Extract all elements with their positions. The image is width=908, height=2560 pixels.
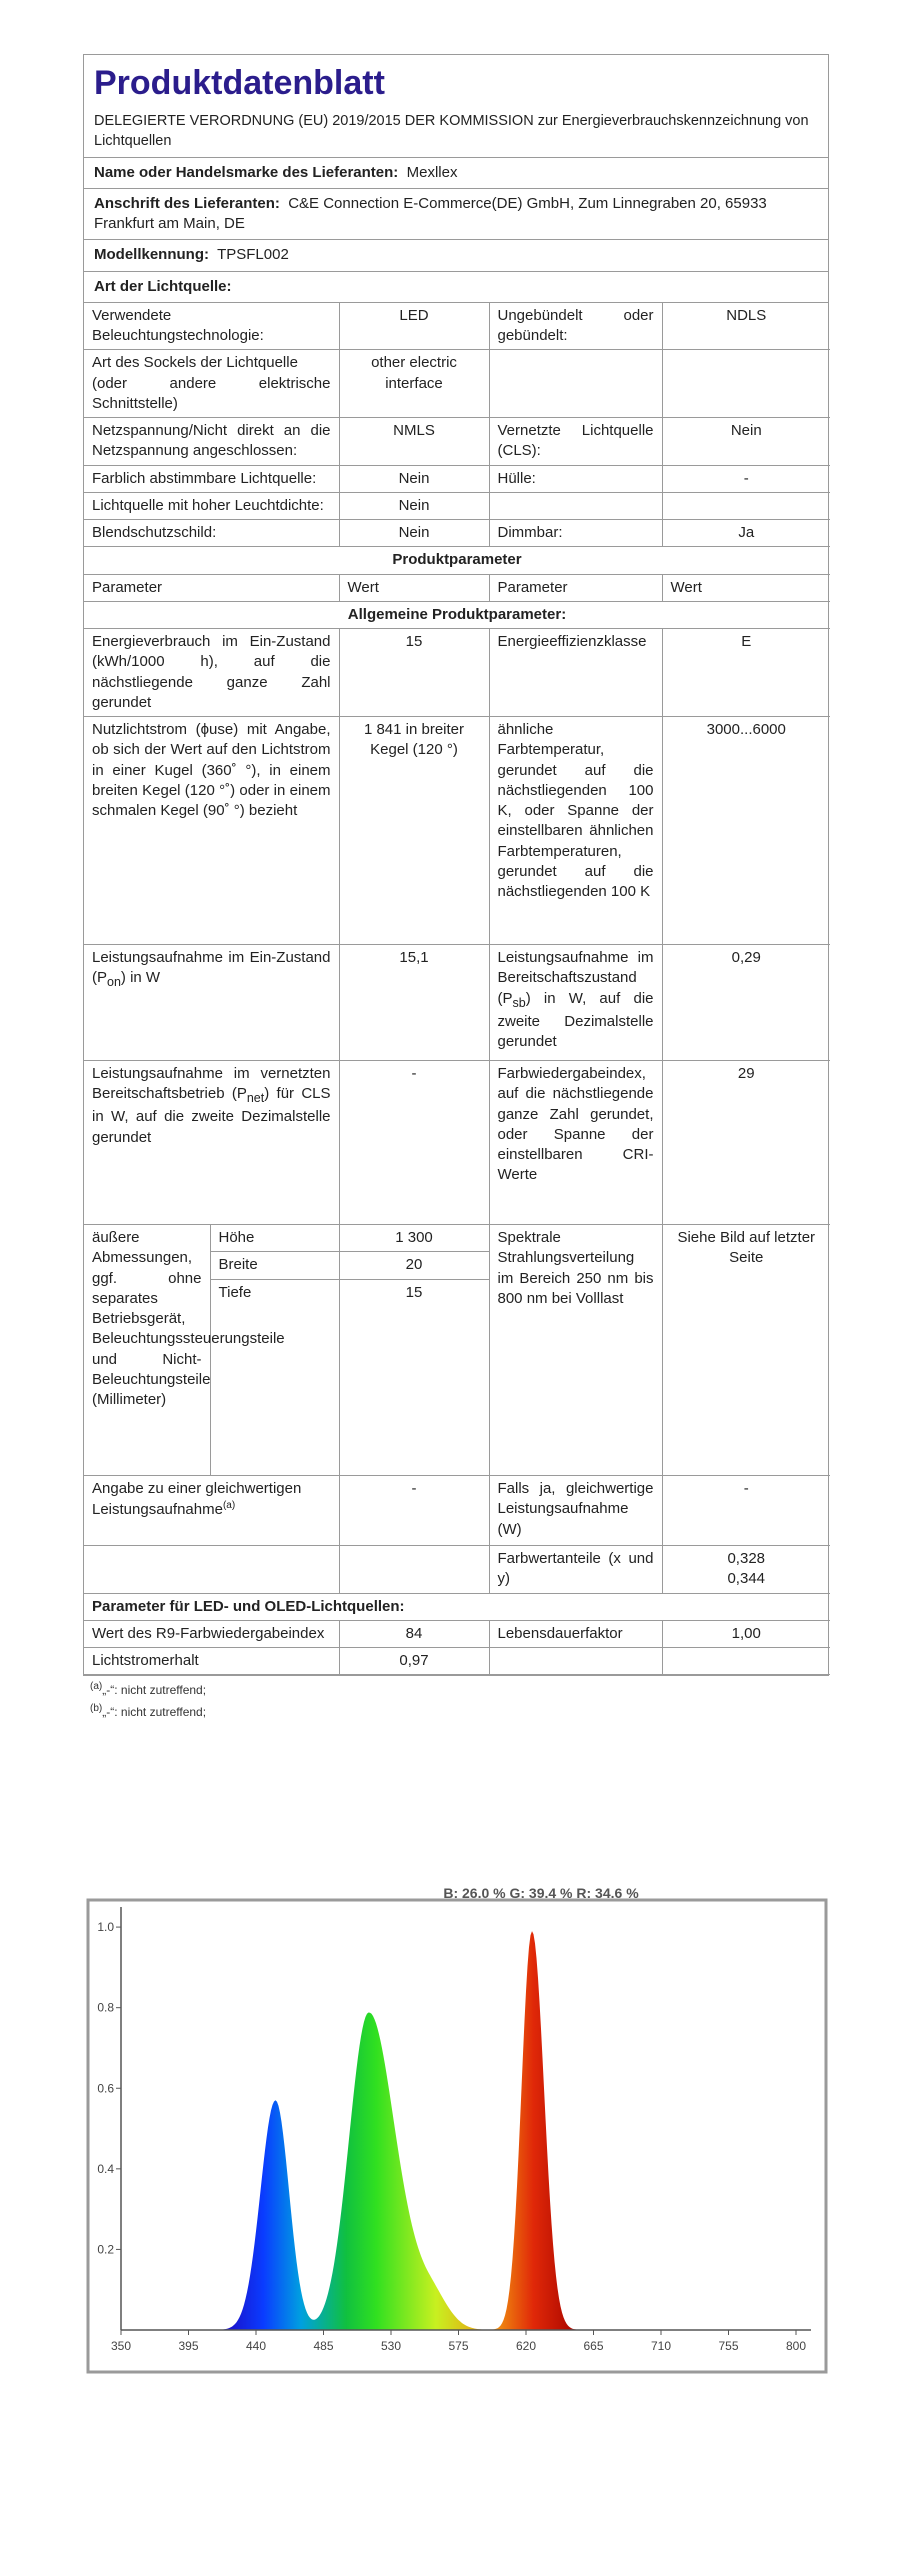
lumen-maintenance-value: 0,97: [339, 1648, 489, 1675]
product-parameters-heading: Produktparameter: [84, 547, 830, 574]
tunable-value: Nein: [339, 465, 489, 492]
supplier-value: Mexllex: [406, 163, 458, 181]
x-tick-label: 530: [380, 2339, 402, 2353]
envelope-value: -: [662, 465, 830, 492]
socket-label: [84, 350, 339, 418]
anti-glare-value: Nein: [339, 520, 489, 547]
x-tick-label: 485: [313, 2339, 334, 2353]
address-value: C&E Connection E-Commerce(DE) GmbH, Zum Linnegraben 20, 65933 Frankfurt am Main, DE: [94, 194, 767, 233]
networked-standby-value: -: [339, 1061, 489, 1225]
table-row: [84, 629, 830, 717]
table-row: [84, 945, 830, 1061]
y-tick-label: 1.0: [97, 1920, 114, 1935]
table-row: [84, 1648, 830, 1675]
lumen-maintenance-label: Lichtstromerhalt: [84, 1648, 339, 1675]
supplier-label: Name oder Handelsmarke des Lieferanten:: [94, 163, 399, 181]
standby-power-label: Leistungsaufnahme im Bereitschaftszustand $(P_{sb})$ in W, auf die zweite Dezimalstelle gerundet: [489, 945, 662, 1061]
x-tick-label: 350: [110, 2339, 132, 2353]
empty-cell: [84, 1546, 339, 1594]
empty-cell: [489, 492, 662, 519]
general-parameters-heading: Allgemeine Produktparameter:: [84, 601, 830, 628]
dim-depth-label: Tiefe: [218, 1283, 252, 1301]
x-tick-label: 575: [448, 2339, 469, 2353]
cct-label: ähnliche Farbtemperatur, gerundet auf die nächstliegenden 100 K, oder Spanne der einstellbaren ähnlichen Farbtemperaturen, gerundet auf die nächstliegenden 100 K: [489, 717, 662, 945]
spectral-value: Siehe Bild auf letzter Seite: [662, 1225, 830, 1476]
dim-width-value: 20: [340, 1252, 489, 1279]
directional-value: NDLS: [662, 303, 830, 350]
dimensions-values: [339, 1225, 489, 1476]
dimmable-label: Dimmbar:: [489, 520, 662, 547]
efficiency-class-label: Energieeffizienzklasse: [489, 629, 662, 717]
supplier-row: [84, 158, 828, 189]
equivalent-power-w-value: -: [662, 1476, 830, 1546]
table-row: [84, 574, 830, 601]
empty-cell: [489, 350, 662, 418]
tunable-label: Farblich abstimmbare Lichtquelle:: [84, 465, 339, 492]
table-row: [84, 1476, 830, 1546]
dimensions-label: äußere Abmessungen, ggf. ohne separates Betriebsgerät, Beleuchtungssteuerungsteile und Nicht-Beleuchtungsteile (Millimeter): [84, 1225, 210, 1475]
energy-consumption-label: Energieverbrauch im Ein-Zustand (kWh/1000 h), auf die nächstliegende ganze Zahl gerundet: [84, 629, 339, 717]
footnote-b: $^{(b)}$„-“: nicht zutreffend;: [90, 1703, 207, 1719]
empty-cell: [662, 350, 830, 418]
cct-value: 3000...6000: [662, 717, 830, 945]
anti-glare-label: Blendschutzschild:: [84, 520, 339, 547]
address-label: Anschrift des Lieferanten:: [94, 194, 280, 212]
envelope-label: Hülle:: [489, 465, 662, 492]
x-tick-label: 710: [650, 2339, 672, 2353]
spectral-distribution-chart: [86, 1885, 828, 2375]
dimensions-sublabels: [210, 1225, 339, 1475]
on-mode-power-label: Leistungsaufnahme im Ein-Zustand $(P_{on})$ in W: [84, 945, 339, 1061]
empty-cell: [489, 1648, 662, 1675]
led-parameters-heading: Parameter für LED- und OLED-Lichtquellen:: [84, 1593, 830, 1620]
table-row: [84, 1593, 830, 1620]
column-header-value: Wert: [339, 574, 489, 601]
regulation-subtitle: DELEGIERTE VERORDNUNG (EU) 2019/2015 DER KOMMISSION zur Energieverbrauchskennzeichnung von Lichtquellen: [94, 113, 809, 150]
tech-label: Verwendete Beleuchtungstechnologie:: [84, 303, 339, 350]
dim-depth-value: 15: [340, 1279, 489, 1306]
cri-value: 29: [662, 1061, 830, 1225]
on-mode-power-value: 15,1: [339, 945, 489, 1061]
table-row: [84, 303, 830, 350]
socket-value: other electric interface: [339, 350, 489, 418]
chromaticity-value: [662, 1546, 830, 1594]
empty-cell: [339, 1546, 489, 1594]
cri-label: Farbwiedergabeindex, auf die nächstliegende ganze Zahl gerundet, oder Spanne der einstellbaren CRI-Werte: [489, 1061, 662, 1225]
column-header-param: Parameter: [84, 574, 339, 601]
directional-label: Ungebündelt oder gebündelt:: [489, 303, 662, 350]
equivalent-power-w-label: Falls ja, gleichwertige Leistungsaufnahme (W): [489, 1476, 662, 1546]
mains-label: Netzspannung/Nicht direkt an die Netzspannung angeschlossen:: [84, 418, 339, 466]
luminous-flux-value: 1 841 in breiter Kegel (120 °): [339, 717, 489, 945]
address-row: [84, 189, 828, 241]
chart-frame: [88, 1900, 826, 2372]
empty-cell: [662, 492, 830, 519]
x-tick-label: 800: [785, 2339, 807, 2353]
r9-value: 84: [339, 1620, 489, 1647]
standby-power-value: 0,29: [662, 945, 830, 1061]
table-row: [84, 547, 830, 574]
table-row: [84, 1061, 830, 1225]
light-type-row: [84, 272, 828, 303]
model-value: TPSFL002: [217, 246, 289, 264]
networked-standby-label: Leistungsaufnahme im vernetzten Bereitschaftsbetrieb $(P_{net})$ für CLS in W, auf die zweite Dezimalstelle gerundet: [84, 1061, 339, 1225]
table-row: [84, 418, 830, 466]
light-type-label: Art der Lichtquelle:: [94, 277, 232, 295]
footnote-a: $^{(a)}$„-“: nicht zutreffend;: [90, 1681, 207, 1697]
x-tick-label: 665: [583, 2339, 604, 2353]
chromaticity-y: 0,344: [727, 1570, 766, 1588]
equivalent-power-label: Angabe zu einer gleichwertigen Leistungsaufnahme$^{(a)}$: [84, 1476, 339, 1546]
table-row: [84, 601, 830, 628]
dim-height-value: 1 300: [340, 1225, 489, 1252]
equivalent-power-value: -: [339, 1476, 489, 1546]
header-block: [84, 55, 828, 158]
luminous-flux-label: Nutzlichtstrom (ϕuse) mit Angabe, ob sich der Wert auf den Lichtstrom in einer Kugel (360˚ °), in einem breiten Kegel (120 °˚) oder in einem schmalen Kegel (90˚ °) bezieht: [84, 717, 339, 945]
dimensions-cell: [84, 1225, 339, 1476]
socket-label-line1: Art des Sockels der Lichtquelle: [92, 354, 298, 372]
survival-factor-value: 1,00: [662, 1620, 830, 1647]
high-luminance-label: Lichtquelle mit hoher Leuchtdichte:: [84, 492, 339, 519]
x-tick-label: 620: [515, 2339, 537, 2353]
y-tick-label: 0.2: [97, 2242, 114, 2257]
table-row: [84, 350, 830, 418]
high-luminance-value: Nein: [339, 492, 489, 519]
table-row: [84, 492, 830, 519]
x-tick-label: 440: [245, 2339, 267, 2353]
spectral-label: Spektrale Strahlungsverteilung im Bereich 250 nm bis 800 nm bei Volllast: [489, 1225, 662, 1476]
table-row: [84, 1546, 830, 1594]
efficiency-class-value: E: [662, 629, 830, 717]
column-header-param: Parameter: [489, 574, 662, 601]
model-label: Modellkennung:: [94, 246, 209, 264]
r9-label: Wert des R9-Farbwiedergabeindex: [84, 1620, 339, 1647]
cls-value: Nein: [662, 418, 830, 466]
table-row: [84, 1225, 830, 1476]
table-row: [84, 1620, 830, 1647]
light-source-table: [84, 303, 830, 1676]
chromaticity-label: Farbwertanteile (x und y): [489, 1546, 662, 1594]
y-tick-label: 0.8: [97, 2000, 114, 2015]
chromaticity-x: 0,328: [727, 1550, 766, 1568]
survival-factor-label: Lebensdauerfaktor: [489, 1620, 662, 1647]
dimmable-value: Ja: [662, 520, 830, 547]
page-title: Produktdatenblatt: [94, 64, 385, 102]
model-row: [84, 240, 828, 271]
dim-height-label: Höhe: [211, 1225, 339, 1252]
mains-value: NMLS: [339, 418, 489, 466]
y-tick-label: 0.6: [97, 2081, 114, 2096]
x-tick-label: 395: [178, 2339, 199, 2353]
dim-width-label: Breite: [211, 1252, 339, 1279]
empty-cell: [662, 1648, 830, 1675]
cls-label: Vernetzte Lichtquelle (CLS):: [489, 418, 662, 466]
y-tick-label: 0.4: [97, 2161, 114, 2176]
socket-label-line2: (oder andere elektrische Schnittstelle): [92, 374, 331, 412]
tech-value: LED: [339, 303, 489, 350]
table-row: [84, 717, 830, 945]
energy-consumption-value: 15: [339, 629, 489, 717]
table-row: [84, 465, 830, 492]
product-datasheet: [83, 54, 829, 1676]
table-row: [84, 520, 830, 547]
spectrum-svg: [86, 1885, 828, 2375]
column-header-value: Wert: [662, 574, 830, 601]
x-tick-label: 755: [718, 2339, 739, 2353]
chart-title: B: 26.0 % G: 39.4 % R: 34.6 %: [443, 1885, 639, 1901]
